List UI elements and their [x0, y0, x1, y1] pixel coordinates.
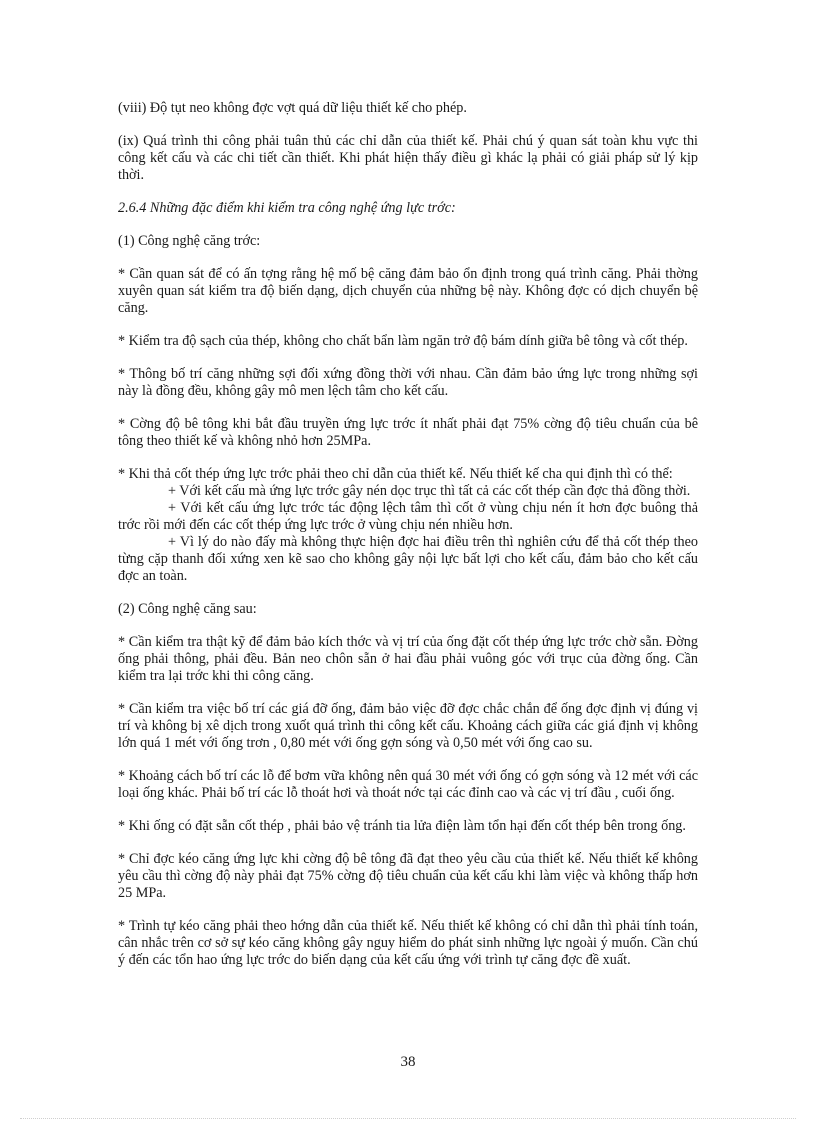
bullet-concrete-strength: * Cờng độ bê tông khi bắt đầu truyền ứng lực trớc ít nhất phải đạt 75% cờng độ tiêu chuẩn của bê tông theo thiết kế và không nhỏ hơn 25MPa.: [118, 416, 698, 449]
sub-item-alternate: + Vì lý do nào đấy mà không thực hiện đợc hai điều trên thì nghiên cứu để thả cốt thép theo từng cặp thanh đối xứng xen kẽ sao cho không gây nội lực bất lợi cho kết cấu, đảm bảo cho kết cấu đợc an toàn.: [118, 534, 698, 584]
paragraph-ix: (ix) Quá trình thi công phải tuân thủ các chỉ dẫn của thiết kế. Phải chú ý quan sát toàn khu vực thi công kết cấu và các chi tiết cần thiết. Khi phát hiện thấy điều gì khác lạ phải có giải pháp sử lý kịp thời.: [118, 133, 698, 183]
bullet-grout-holes: * Khoảng cách bố trí các lỗ để bơm vữa không nên quá 30 mét với ống có gợn sóng và 12 mét với các loại ống khác. Phải bố trí các lỗ thoát hơi và thoát nớc tại các đỉnh cao và các vị trí đầu , cuối ống.: [118, 768, 698, 801]
subsection-heading-pretension: (1) Công nghệ căng trớc:: [118, 233, 261, 249]
bullet-bed-stability: * Cần quan sát để có ấn tợng rằng hệ mố bệ căng đảm bảo ổn định trong quá trình căng. Phải thờng xuyên quan sát kiểm tra độ biến dạng, dịch chuyển của những bệ này. Không đợc có dịch chuyển bệ căng.: [118, 266, 698, 316]
subsection-heading-posttension: (2) Công nghệ căng sau:: [118, 601, 257, 617]
bullet-duct-supports: * Cần kiểm tra việc bố trí các giá đỡ ống, đảm bảo việc đỡ đợc chắc chắn để ống đợc định vị đúng vị trí và không bị xê dịch trong xuốt quá trình thi công kết cấu. Khoảng cách giữa các giá định vị không lớn quá 1 mét với ống trơn , 0,80 mét với ống gợn sóng và 0,50 mét với ống cao su.: [118, 701, 698, 751]
bullet-steel-cleanliness: * Kiểm tra độ sạch của thép, không cho chất bẩn làm ngăn trở độ bám dính giữa bê tông và cốt thép.: [118, 333, 688, 349]
document-page: [118, 100, 698, 985]
bullet-steel-release: * Khi thả cốt thép ứng lực trớc phải theo chỉ dẫn của thiết kế. Nếu thiết kế cha qui định thì có thể:: [118, 466, 673, 482]
bullet-tension-sequence: * Trình tự kéo căng phải theo hớng dẫn của thiết kế. Nếu thiết kế không có chỉ dẫn thì phải tính toán, cân nhắc trên cơ sở sự kéo căng không gây nguy hiểm do phát sinh những lực ngoài ý muốn. Cần chú ý đến các tổn hao ứng lực trớc do biến dạng của kết cấu ứng với trình tự căng đợc đề xuất.: [118, 918, 698, 968]
paragraph-viii: (viii) Độ tụt neo không đợc vợt quá dữ liệu thiết kế cho phép.: [118, 100, 467, 116]
sub-item-eccentric: + Với kết cấu ứng lực trớc tác động lệch tâm thì cốt ở vùng chịu nén ít hơn đợc buông thả trớc rồi mới đến các cốt thép ứng lực trớc ở vùng chịu nén nhiều hơn.: [118, 500, 698, 533]
page-bottom-divider: [20, 1118, 796, 1119]
bullet-tension-strength: * Chỉ đợc kéo căng ứng lực khi cờng độ bê tông đã đạt theo yêu cầu của thiết kế. Nếu thiết kế không yêu cầu thì cờng độ này phải đạt 75% cờng độ tiêu chuẩn của kết cấu khi làm việc và không thấp hơn 25 MPa.: [118, 851, 698, 901]
page-number: 38: [400, 1054, 416, 1070]
bullet-duct-check: * Cần kiểm tra thật kỹ để đảm bảo kích thớc và vị trí của ống đặt cốt thép ứng lực trớc chờ sẵn. Đờng ống phải thông, phải đều. Bản neo chôn sẵn ở hai đầu phải vuông góc với trục của đờng ống. Cần kiểm tra lại trớc khi thi công căng.: [118, 634, 698, 684]
sub-item-axial: + Với kết cấu mà ứng lực trớc gây nén dọc trục thì tất cả các cốt thép cần đợc thả đồng thời.: [168, 483, 691, 499]
bullet-symmetric-tensioning: * Thông bố trí căng những sợi đối xứng đồng thời với nhau. Cần đảm bảo ứng lực trong những sợi này là đồng đều, không gây mô men lệch tâm cho kết cấu.: [118, 366, 698, 399]
bullet-spark-protection: * Khi ống có đặt sẵn cốt thép , phải bảo vệ tránh tia lửa điện làm tổn hại đến cốt thép bên trong ống.: [118, 818, 686, 834]
section-heading-2-6-4: 2.6.4 Những đặc điểm khi kiểm tra công nghệ ứng lực trớc:: [118, 200, 456, 216]
